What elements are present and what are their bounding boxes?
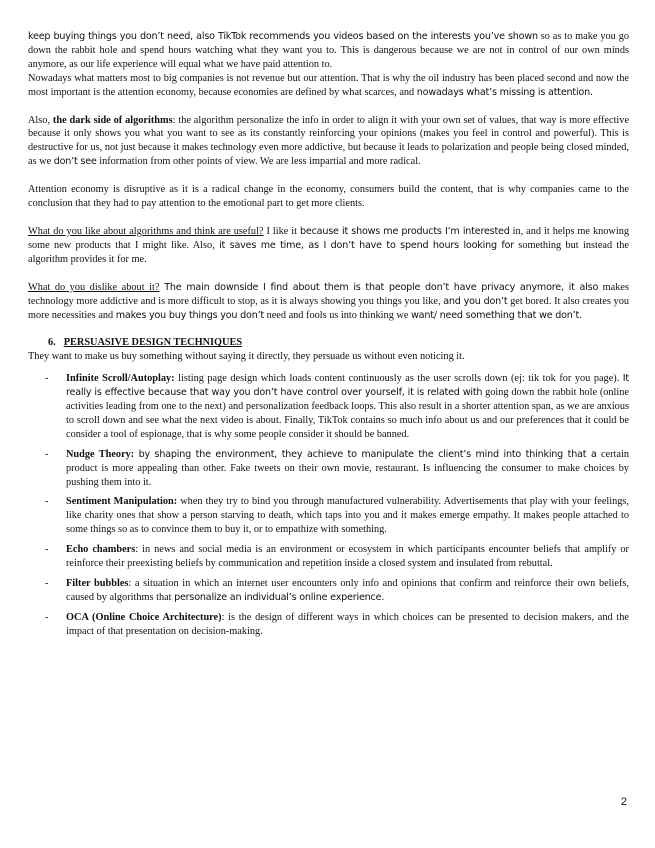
paragraph-text: in, and it helps me knowing some new products that I might like. Also,	[28, 225, 630, 251]
paragraph-tiktok-recommendations	[28, 30, 629, 72]
technique-term: Echo chambers	[66, 544, 136, 556]
paragraph-dislikes-question	[28, 281, 629, 323]
technique-term: Infinite Scroll/Autoplay:	[66, 373, 175, 385]
list-item	[28, 448, 629, 490]
paragraph-text: information from other points of view. We are less impartial and more radical.	[96, 156, 421, 168]
technique-text: listing page design which loads content continuously as the user scrolls down (ej: tik tok for you page).	[174, 373, 623, 385]
technique-term: OCA (Online Choice Architecture)	[66, 611, 222, 623]
page-number: 2	[620, 796, 627, 808]
paragraph-text: Nowadays what matters most to big companies is not revenue but our attention. That is why the oil industry has been placed second and now the most important is the attention economy, because economies are defined by what scarces, and	[28, 72, 629, 98]
bold-term: the dark side of algorithms	[52, 114, 173, 126]
section-title: PERSUASIVE DESIGN TECHNIQUES	[63, 337, 243, 349]
handwritten-text: want/ need something that we don’t.	[411, 309, 582, 321]
technique-term: Nudge Theory:	[66, 448, 135, 460]
techniques-list	[28, 372, 629, 638]
technique-text: certain product is more appealing than other. Fake tweets on their own movie, restaurant. Is influencing the consumer to make choices by pushing them into it.	[66, 448, 629, 488]
list-item	[28, 611, 629, 639]
paragraph-text: so as to make you go down the rabbit hole and spend hours watching what they want you to. This is dangerous because we are not in control of our own minds anymore, as our life experience will equal what we have paid attention to.	[28, 31, 629, 70]
paragraph-text: get bored. It also creates you more necessities and	[28, 295, 629, 321]
bullet-dash: -	[45, 496, 49, 508]
bullet-dash: -	[45, 448, 49, 460]
technique-text: : is the design of different ways in which choices can be presented to decision makers, and the impact of that presentation on decision-making.	[66, 611, 629, 637]
bullet-dash: -	[45, 578, 49, 589]
handwritten-text: because it shows me products I’m interested	[300, 225, 510, 237]
paragraph-text: something but instead the algorithm provides it for me.	[28, 239, 629, 265]
handwritten-text: don’t see	[53, 156, 97, 168]
technique-text: : in news and social media is an environment or ecosystem in which participants encounter beliefs that amplify or reinforce their preexisting beliefs by communication and repetition inside a closed system and insulated from rebuttal.	[66, 544, 629, 570]
handwritten-text: keep buying things you don’t need, also TikTok recommends you videos based on the interests you’ve shown	[28, 31, 538, 42]
list-item	[28, 577, 629, 605]
question-text: What do you like about algorithms and think are useful?	[28, 225, 264, 237]
bullet-dash: -	[45, 544, 49, 556]
paragraph-text: makes technology more addictive and is more difficult to stop, as it is always showing you things you like,	[28, 281, 629, 307]
handwritten-text: The main downside I find about them is that people don’t have privacy anymore, it also	[159, 281, 599, 293]
paragraph-text: Also,	[28, 114, 53, 126]
technique-text: going down the rabbit hole (online activities leading from one to the next) and personalization feedback loops. This also result in a shorter attention span, as we are anxious to scroll down and see what the next video is about. Finally, TikTok contains so much info about us and our preferences that it could be consider a tool of espionage, that is why some people consider it should be banned.	[66, 387, 629, 440]
technique-term: Sentiment Manipulation:	[66, 496, 178, 508]
handwritten-text: nowadays what’s missing is attention.	[416, 86, 593, 98]
handwritten-text: and you don’t	[443, 295, 508, 307]
technique-term: Filter bubbles	[66, 578, 129, 589]
list-item	[28, 372, 629, 442]
handwritten-text: personalize an individual’s online experience.	[174, 591, 385, 603]
question-text: What do you dislike about it?	[28, 281, 160, 293]
paragraph-text: I like it	[263, 225, 301, 237]
paragraph-likes-question	[28, 225, 629, 267]
technique-text: when they try to bind you through manufactured vulnerability. Advertisements that play with your feelings, like charity ones that show a person starving to death, which taps into you and it makes emerge empathy. It makes people attached to some things so as to convince them to buy it, or to empathize with something.	[66, 496, 629, 536]
section-intro: They want to make us buy something without saying it directly, they persuade us without even noticing it.	[28, 351, 465, 363]
bullet-dash: -	[45, 373, 49, 385]
paragraph-text: : the algorithm personalize the info in order to align it with your own set of values, that way is more effective because it only shows you what you want to see as its constantly reinforcing your opinions (makes you feel in control and powerful). This is destructive for us, not just because it makes technology even more addictive, but because it leads to polarization and people being closed minded, as we	[28, 114, 630, 168]
paragraph-attention-economy	[28, 72, 629, 100]
technique-text: : a situation in which an internet user encounters only info and opinions that confirm and reinforce their own beliefs, caused by algorithms that	[66, 578, 629, 603]
handwritten-text: It really is effective because that way you don’t have control over yourself, it is related with	[66, 373, 629, 399]
list-item	[28, 495, 629, 537]
handwritten-text: makes you buy things you don’t	[115, 309, 264, 321]
paragraph-text: Attention economy is disruptive as it is a radical change in the economy, consumers build the content, that is why companies came to the conclusion that they had to pay attention to the emotional part to get more clients.	[28, 184, 629, 210]
handwritten-text: by shaping the environment, they achieve to manipulate the client’s mind into thinking that a	[138, 448, 597, 460]
paragraph-text: need and fools us into thinking we	[264, 309, 411, 321]
paragraph-disruptive-economy	[28, 183, 629, 211]
list-item	[28, 543, 629, 571]
section-heading	[28, 336, 629, 350]
bullet-dash: -	[45, 611, 49, 623]
document-page	[28, 30, 629, 645]
handwritten-text: it saves me time, as I don’t have to spend hours looking for	[219, 239, 515, 251]
section-number: 6.	[48, 337, 56, 349]
paragraph-dark-side-algorithms	[28, 114, 629, 170]
